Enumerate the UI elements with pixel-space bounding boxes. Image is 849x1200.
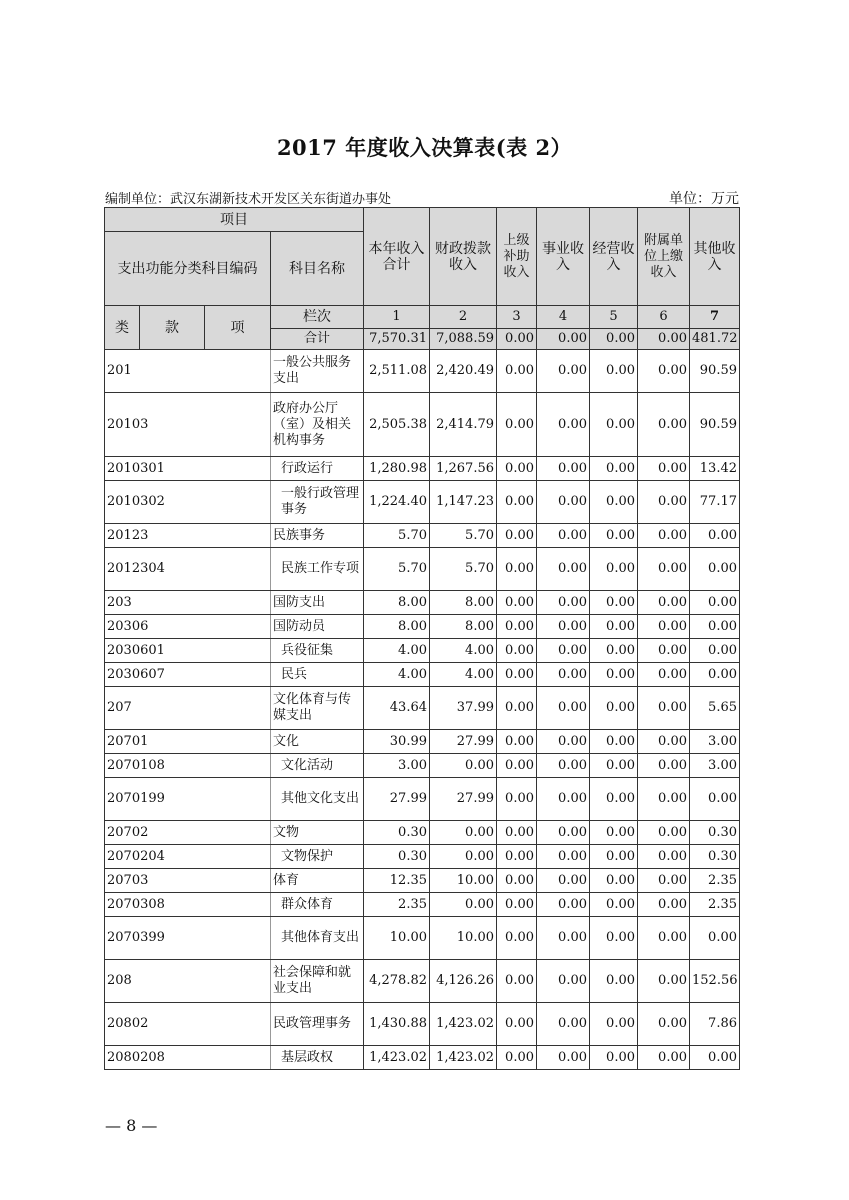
row-code: 2010302 [105, 481, 271, 524]
unit-label: 单位：万元 [669, 191, 739, 207]
header-kuan: 款 [140, 306, 205, 350]
row-code: 2070204 [105, 845, 271, 869]
row-value: 43.64 [364, 687, 430, 730]
col-number-2: 2 [430, 306, 497, 329]
row-value: 0.00 [537, 869, 590, 893]
row-value: 0.00 [690, 1046, 740, 1070]
total-label: 合计 [271, 329, 364, 350]
col-number-3: 3 [497, 306, 537, 329]
row-value: 0.30 [364, 821, 430, 845]
row-value: 0.00 [638, 917, 690, 960]
row-name: 一般公共服务支出 [271, 350, 364, 393]
row-value: 1,423.02 [430, 1003, 497, 1046]
row-value: 8.00 [364, 615, 430, 639]
col-number-7: 7 [690, 306, 740, 329]
row-value: 0.00 [537, 350, 590, 393]
row-value: 0.00 [537, 730, 590, 754]
col-header-3: 上级补助收入 [497, 208, 537, 306]
row-value: 0.00 [590, 893, 638, 917]
page-number: — 8 — [105, 1116, 158, 1135]
row-value: 1,224.40 [364, 481, 430, 524]
row-name: 一般行政管理事务 [271, 481, 364, 524]
row-value: 2.35 [690, 893, 740, 917]
row-code: 208 [105, 960, 271, 1003]
row-value: 0.00 [537, 754, 590, 778]
org-label: 编制单位：武汉东湖新技术开发区关东街道办事处 [105, 192, 392, 207]
table-row [105, 615, 740, 639]
table-row [105, 893, 740, 917]
row-value: 5.70 [364, 548, 430, 591]
row-value: 0.00 [497, 615, 537, 639]
table-row [105, 639, 740, 663]
row-value: 0.00 [537, 481, 590, 524]
row-value: 0.00 [690, 917, 740, 960]
row-value: 0.00 [537, 524, 590, 548]
row-value: 1,280.98 [364, 457, 430, 481]
row-name: 文物 [271, 821, 364, 845]
row-name: 兵役征集 [271, 639, 364, 663]
table-row [105, 869, 740, 893]
row-value: 0.00 [537, 639, 590, 663]
row-value: 0.00 [690, 778, 740, 821]
row-value: 4,126.26 [430, 960, 497, 1003]
table-row [105, 1046, 740, 1070]
table-row [105, 917, 740, 960]
row-code: 20103 [105, 393, 271, 457]
col-header-4: 事业收入 [537, 208, 590, 306]
row-value: 0.00 [537, 591, 590, 615]
table-row [105, 393, 740, 457]
row-value: 0.00 [590, 615, 638, 639]
row-value: 0.00 [638, 639, 690, 663]
row-value: 0.00 [690, 615, 740, 639]
row-value: 0.00 [497, 1046, 537, 1070]
row-value: 0.00 [537, 615, 590, 639]
row-value: 8.00 [364, 591, 430, 615]
row-value: 10.00 [430, 869, 497, 893]
table-row [105, 481, 740, 524]
row-value: 0.00 [590, 548, 638, 591]
row-value: 0.00 [497, 869, 537, 893]
row-value: 90.59 [690, 393, 740, 457]
row-code: 20306 [105, 615, 271, 639]
table-row [105, 687, 740, 730]
total-value: 0.00 [497, 329, 537, 350]
row-value: 27.99 [430, 778, 497, 821]
row-value: 5.70 [430, 548, 497, 591]
header-lei: 类 [105, 306, 140, 350]
row-value: 0.00 [590, 591, 638, 615]
row-value: 0.00 [638, 663, 690, 687]
row-value: 0.00 [497, 393, 537, 457]
row-value: 0.00 [638, 591, 690, 615]
row-name: 民族事务 [271, 524, 364, 548]
row-value: 0.00 [537, 393, 590, 457]
row-value: 0.00 [638, 845, 690, 869]
row-name: 社会保障和就业支出 [271, 960, 364, 1003]
row-value: 3.00 [690, 730, 740, 754]
row-value: 2.35 [364, 893, 430, 917]
row-value: 0.00 [497, 639, 537, 663]
row-value: 27.99 [430, 730, 497, 754]
row-value: 5.70 [364, 524, 430, 548]
row-value: 0.00 [537, 1003, 590, 1046]
table-row [105, 845, 740, 869]
row-value: 0.00 [590, 524, 638, 548]
row-value: 2,414.79 [430, 393, 497, 457]
row-value: 0.00 [537, 821, 590, 845]
header-code-title: 支出功能分类科目编码 [105, 232, 271, 306]
row-value: 0.00 [638, 1046, 690, 1070]
row-value: 4.00 [364, 639, 430, 663]
row-code: 20802 [105, 1003, 271, 1046]
table-row [105, 524, 740, 548]
row-value: 0.00 [497, 1003, 537, 1046]
row-code: 207 [105, 687, 271, 730]
row-name: 体育 [271, 869, 364, 893]
col-header-5: 经营收入 [590, 208, 638, 306]
row-name: 国防支出 [271, 591, 364, 615]
row-value: 1,423.02 [364, 1046, 430, 1070]
row-value: 13.42 [690, 457, 740, 481]
row-value: 4.00 [430, 639, 497, 663]
row-value: 0.00 [537, 960, 590, 1003]
row-value: 3.00 [690, 754, 740, 778]
row-value: 152.56 [690, 960, 740, 1003]
table-row [105, 821, 740, 845]
row-value: 0.00 [430, 893, 497, 917]
table-row [105, 960, 740, 1003]
row-value: 0.00 [590, 457, 638, 481]
row-value: 0.00 [537, 845, 590, 869]
row-value: 2,511.08 [364, 350, 430, 393]
row-name: 群众体育 [271, 893, 364, 917]
row-value: 0.00 [590, 481, 638, 524]
row-value: 0.00 [590, 393, 638, 457]
row-value: 0.00 [537, 548, 590, 591]
row-code: 2070108 [105, 754, 271, 778]
row-value: 0.00 [690, 548, 740, 591]
row-value: 0.00 [638, 393, 690, 457]
row-value: 0.00 [497, 893, 537, 917]
row-code: 2012304 [105, 548, 271, 591]
table-row [105, 778, 740, 821]
row-value: 0.00 [537, 1046, 590, 1070]
row-value: 0.00 [638, 869, 690, 893]
row-name: 文化 [271, 730, 364, 754]
row-value: 0.00 [638, 960, 690, 1003]
row-value: 1,423.02 [430, 1046, 497, 1070]
row-value: 0.00 [638, 821, 690, 845]
row-value: 4.00 [364, 663, 430, 687]
row-value: 0.00 [638, 1003, 690, 1046]
row-value: 0.00 [590, 639, 638, 663]
col-header-2: 财政拨款收入 [430, 208, 497, 306]
row-name: 其他文化支出 [271, 778, 364, 821]
row-value: 0.00 [430, 845, 497, 869]
row-code: 2010301 [105, 457, 271, 481]
row-value: 0.00 [497, 524, 537, 548]
row-value: 0.00 [590, 917, 638, 960]
col-header-1: 本年收入合计 [364, 208, 430, 306]
row-code: 2030607 [105, 663, 271, 687]
row-value: 90.59 [690, 350, 740, 393]
row-value: 0.00 [497, 821, 537, 845]
table-row [105, 663, 740, 687]
row-value: 0.00 [590, 778, 638, 821]
col-number-4: 4 [537, 306, 590, 329]
row-value: 5.70 [430, 524, 497, 548]
row-value: 0.30 [690, 821, 740, 845]
row-value: 5.65 [690, 687, 740, 730]
row-value: 1,430.88 [364, 1003, 430, 1046]
income-table [104, 207, 740, 1070]
row-code: 2080208 [105, 1046, 271, 1070]
row-value: 0.00 [497, 663, 537, 687]
row-value: 0.00 [497, 350, 537, 393]
row-value: 8.00 [430, 615, 497, 639]
row-value: 37.99 [430, 687, 497, 730]
row-value: 0.00 [690, 591, 740, 615]
row-value: 0.00 [430, 754, 497, 778]
row-name: 文化体育与传媒支出 [271, 687, 364, 730]
total-value: 0.00 [590, 329, 638, 350]
table-row [105, 730, 740, 754]
row-value: 0.00 [497, 960, 537, 1003]
row-value: 7.86 [690, 1003, 740, 1046]
table-row [105, 350, 740, 393]
row-value: 0.00 [638, 754, 690, 778]
row-value: 0.00 [638, 548, 690, 591]
row-value: 0.00 [590, 687, 638, 730]
row-value: 2,505.38 [364, 393, 430, 457]
row-value: 0.00 [690, 524, 740, 548]
row-name: 文化活动 [271, 754, 364, 778]
row-value: 0.00 [537, 917, 590, 960]
row-name: 政府办公厅（室）及相关机构事务 [271, 393, 364, 457]
row-value: 0.00 [590, 663, 638, 687]
header-lan-ci: 栏次 [271, 306, 364, 329]
row-value: 0.00 [537, 893, 590, 917]
row-value: 0.00 [497, 778, 537, 821]
row-value: 0.00 [497, 481, 537, 524]
row-value: 2.35 [690, 869, 740, 893]
page-title: 2017 年度收入决算表(表 2） [276, 135, 573, 160]
row-value: 0.00 [638, 350, 690, 393]
row-value: 0.00 [638, 524, 690, 548]
row-value: 0.00 [590, 845, 638, 869]
row-value: 0.00 [590, 730, 638, 754]
row-value: 0.00 [497, 730, 537, 754]
row-value: 0.30 [364, 845, 430, 869]
row-value: 10.00 [364, 917, 430, 960]
total-value: 7,088.59 [430, 329, 497, 350]
row-value: 0.00 [638, 778, 690, 821]
row-code: 2030601 [105, 639, 271, 663]
total-value: 481.72 [690, 329, 740, 350]
table-row [105, 754, 740, 778]
row-value: 0.00 [638, 687, 690, 730]
row-code: 2070308 [105, 893, 271, 917]
row-value: 77.17 [690, 481, 740, 524]
col-number-1: 1 [364, 306, 430, 329]
row-value: 0.00 [590, 1046, 638, 1070]
total-value: 7,570.31 [364, 329, 430, 350]
row-name: 其他体育支出 [271, 917, 364, 960]
row-value: 0.00 [430, 821, 497, 845]
header-name-title: 科目名称 [271, 232, 364, 306]
col-header-6: 附属单位上缴收入 [638, 208, 690, 306]
table-row [105, 591, 740, 615]
row-value: 0.00 [497, 917, 537, 960]
row-code: 201 [105, 350, 271, 393]
row-value: 0.00 [690, 639, 740, 663]
row-value: 12.35 [364, 869, 430, 893]
row-code: 20702 [105, 821, 271, 845]
row-value: 0.00 [638, 615, 690, 639]
row-name: 基层政权 [271, 1046, 364, 1070]
table-row [105, 1003, 740, 1046]
col-number-5: 5 [590, 306, 638, 329]
row-value: 0.00 [638, 457, 690, 481]
row-name: 文物保护 [271, 845, 364, 869]
row-code: 20123 [105, 524, 271, 548]
row-name: 民政管理事务 [271, 1003, 364, 1046]
row-value: 10.00 [430, 917, 497, 960]
table-row [105, 548, 740, 591]
row-value: 0.00 [497, 548, 537, 591]
row-name: 国防动员 [271, 615, 364, 639]
row-value: 0.00 [537, 687, 590, 730]
row-value: 0.00 [590, 1003, 638, 1046]
row-value: 0.00 [638, 730, 690, 754]
row-value: 4.00 [430, 663, 497, 687]
row-value: 30.99 [364, 730, 430, 754]
row-code: 203 [105, 591, 271, 615]
row-code: 2070399 [105, 917, 271, 960]
row-value: 0.00 [537, 663, 590, 687]
row-name: 行政运行 [271, 457, 364, 481]
row-value: 0.00 [590, 754, 638, 778]
total-value: 0.00 [638, 329, 690, 350]
table-row [105, 457, 740, 481]
row-value: 0.00 [497, 687, 537, 730]
row-value: 0.00 [590, 960, 638, 1003]
row-value: 0.00 [497, 754, 537, 778]
row-value: 1,267.56 [430, 457, 497, 481]
header-project: 项目 [105, 208, 364, 232]
row-value: 8.00 [430, 591, 497, 615]
row-value: 0.00 [638, 481, 690, 524]
row-code: 2070199 [105, 778, 271, 821]
row-value: 4,278.82 [364, 960, 430, 1003]
row-value: 2,420.49 [430, 350, 497, 393]
header-xiang: 项 [205, 306, 271, 350]
col-header-7: 其他收入 [690, 208, 740, 306]
row-value: 0.00 [590, 821, 638, 845]
row-value: 0.00 [537, 457, 590, 481]
total-value: 0.00 [537, 329, 590, 350]
row-value: 0.00 [497, 845, 537, 869]
row-code: 20703 [105, 869, 271, 893]
row-name: 民兵 [271, 663, 364, 687]
row-value: 27.99 [364, 778, 430, 821]
row-value: 1,147.23 [430, 481, 497, 524]
row-value: 0.30 [690, 845, 740, 869]
row-value: 0.00 [497, 591, 537, 615]
row-name: 民族工作专项 [271, 548, 364, 591]
row-code: 20701 [105, 730, 271, 754]
row-value: 0.00 [497, 457, 537, 481]
row-value: 0.00 [690, 663, 740, 687]
row-value: 3.00 [364, 754, 430, 778]
row-value: 0.00 [537, 778, 590, 821]
row-value: 0.00 [590, 350, 638, 393]
col-number-6: 6 [638, 306, 690, 329]
row-value: 0.00 [590, 869, 638, 893]
row-value: 0.00 [638, 893, 690, 917]
